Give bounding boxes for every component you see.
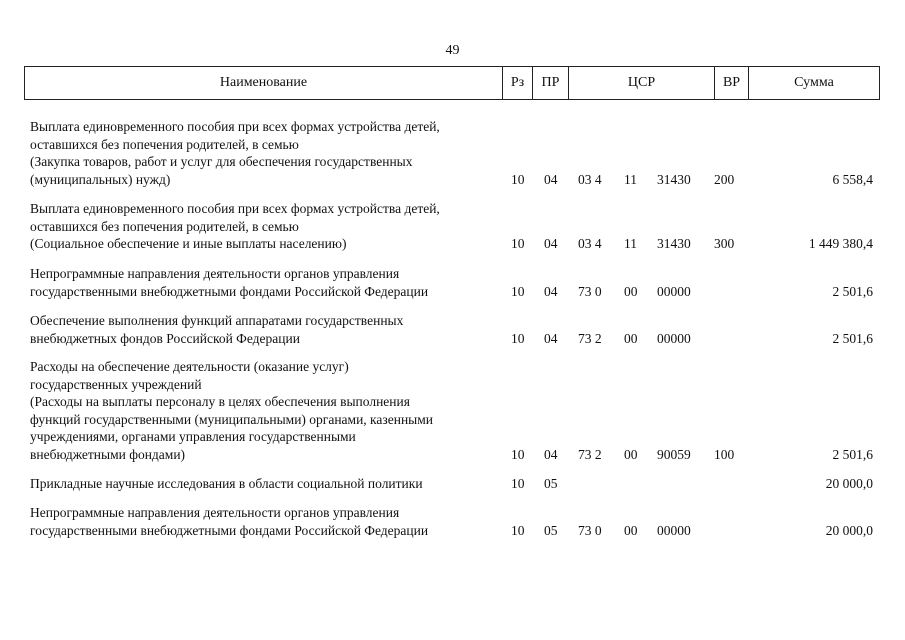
- row-pr: 04: [544, 171, 558, 187]
- row-rz: 10: [511, 236, 525, 251]
- row-pr: 04: [544, 330, 558, 346]
- row-csr-subprogram: 00: [624, 522, 638, 538]
- row-csr-direction: 31430: [657, 171, 691, 187]
- row-sum: 1 449 380,4: [808, 236, 873, 251]
- row-csr-program: 73 0: [578, 522, 602, 538]
- row-vr: 200: [714, 171, 735, 187]
- row-csr-direction: 00000: [657, 330, 691, 346]
- row-name-line: (Социальное обеспечение и иные выплаты населению): [30, 236, 347, 251]
- row-rz: 10: [511, 522, 525, 538]
- row-name-line: государственных учреждений: [30, 376, 202, 392]
- row-name-line: функций государственными (муниципальными) органами, казенными: [30, 411, 434, 427]
- row-name-line: оставшихся без попечения родителей, в семью: [30, 136, 299, 152]
- row-rz: 10: [511, 171, 525, 187]
- table-header: [24, 66, 880, 100]
- row-name-line: Выплата единовременного пособия при всех формах устройства детей,: [30, 119, 440, 134]
- header-csr: ЦСР: [569, 67, 715, 99]
- row-rz: 10: [511, 330, 525, 346]
- header-sum: Сумма: [794, 75, 834, 90]
- row-pr: 04: [544, 283, 558, 299]
- row-csr-subprogram: 11: [624, 236, 637, 251]
- row-csr-program: 03 4: [578, 171, 602, 187]
- row-csr-program: 73 2: [578, 446, 602, 462]
- row-name-line: Обеспечение выполнения функций аппаратами государственных: [30, 313, 404, 328]
- row-csr-subprogram: 11: [624, 171, 637, 187]
- row-name-line: Непрограммные направления деятельности органов управления: [30, 266, 400, 281]
- header-rz: Рз: [503, 67, 533, 99]
- row-pr: 05: [544, 522, 558, 538]
- row-name-line: Расходы на обеспечение деятельности (оказание услуг): [30, 359, 349, 374]
- row-pr: 04: [544, 446, 558, 462]
- row-sum: 2 501,6: [832, 446, 873, 462]
- row-csr-subprogram: 00: [624, 283, 638, 299]
- row-pr: 04: [544, 236, 558, 251]
- header-vr: ВР: [715, 67, 749, 99]
- row-name-line: учреждениями, органами управления государственными: [30, 429, 356, 444]
- row-name-line: Непрограммные направления деятельности органов управления: [30, 505, 400, 520]
- row-csr-direction: 90059: [657, 446, 691, 462]
- row-name-line: государственными внебюджетными фондами Российской Федерации: [30, 283, 429, 299]
- row-csr-direction: 00000: [657, 522, 691, 538]
- row-csr-direction: 31430: [657, 236, 691, 251]
- row-pr: 05: [544, 476, 558, 491]
- row-csr-direction: 00000: [657, 283, 691, 299]
- row-rz: 10: [511, 283, 525, 299]
- header-pr: ПР: [533, 67, 569, 99]
- row-name-line: (муниципальных) нужд): [30, 171, 171, 187]
- row-name-line: Прикладные научные исследования в области социальной политики: [30, 476, 423, 491]
- row-csr-program: 03 4: [578, 236, 602, 251]
- header-name: Наименование: [25, 67, 503, 99]
- row-name-line: оставшихся без попечения родителей, в семью: [30, 218, 299, 234]
- row-name-line: Выплата единовременного пособия при всех формах устройства детей,: [30, 201, 440, 216]
- row-name-line: внебюджетных фондов Российской Федерации: [30, 330, 300, 346]
- row-sum: 2 501,6: [832, 330, 873, 346]
- row-rz: 10: [511, 476, 525, 491]
- row-name-line: (Закупка товаров, работ и услуг для обеспечения государственных: [30, 154, 413, 169]
- row-sum: 2 501,6: [832, 283, 873, 299]
- page-number: 49: [445, 43, 460, 58]
- row-sum: 20 000,0: [825, 476, 873, 491]
- row-sum: 20 000,0: [825, 522, 873, 538]
- row-name-line: внебюджетными фондами): [30, 446, 186, 462]
- row-rz: 10: [511, 446, 525, 462]
- row-name-line: государственными внебюджетными фондами Российской Федерации: [30, 522, 429, 538]
- row-vr: 100: [714, 446, 735, 462]
- row-name-line: (Расходы на выплаты персоналу в целях обеспечения выполнения: [30, 394, 410, 409]
- row-csr-subprogram: 00: [624, 446, 638, 462]
- row-csr-program: 73 0: [578, 283, 602, 299]
- row-vr: 300: [714, 236, 735, 251]
- row-csr-program: 73 2: [578, 330, 602, 346]
- row-csr-subprogram: 00: [624, 330, 638, 346]
- row-sum: 6 558,4: [832, 171, 873, 187]
